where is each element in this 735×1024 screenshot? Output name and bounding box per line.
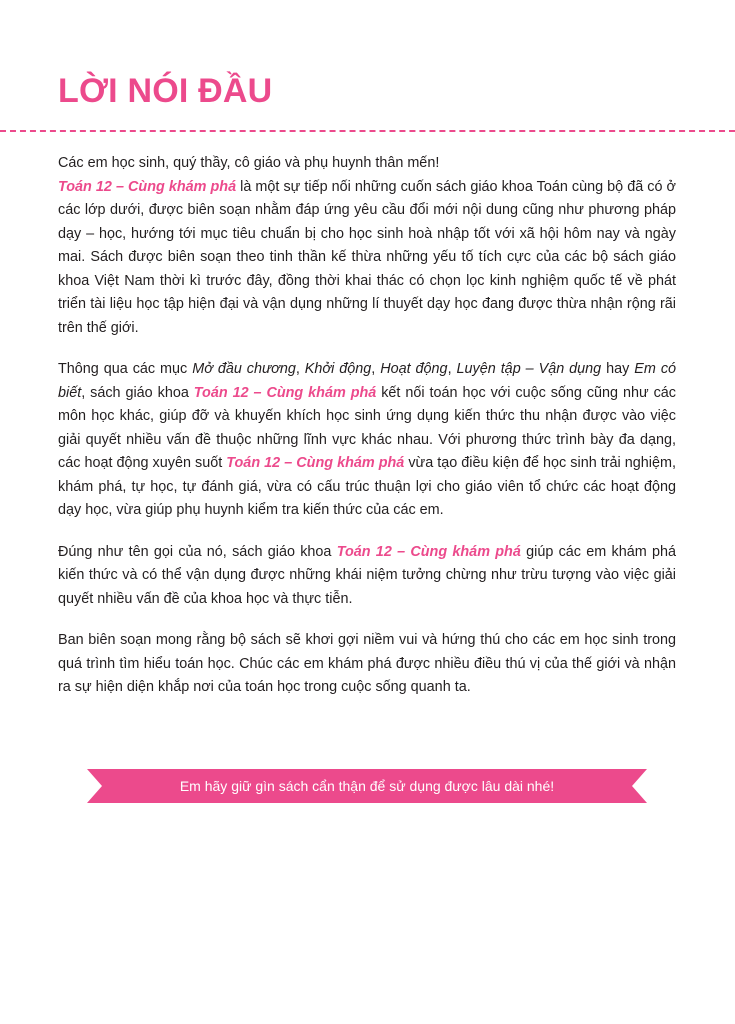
separator: , [295, 361, 305, 377]
section-name-em-co-biet: Em có biết [58, 361, 677, 401]
paragraph-1 [58, 176, 676, 341]
paragraph-3-start: Đúng như tên gọi của nó, sách giáo khoa [58, 543, 337, 560]
paragraph-2-join: hay [601, 361, 635, 377]
paragraph-1-text: là một sự tiếp nối những cuốn sách giáo khoa Toán cùng bộ đã có ở các lớp dưới, được biên soạn nhằm đáp ứng yêu cầu đổi mới nội dung cũng như phương pháp dạy – học, hướng tới mục tiêu chuẩn bị cho học sinh hoà nhập tốt với xã hội hôm nay và ngày mai. Sách được biên soạn theo tinh thần kế thừa những yếu tố tích cực của các bộ sách giáo khoa Việt Nam thời kì trước đây, đồng thời khai thác có chọn lọc kinh nghiệm quốc tế về phát triển tài liệu học tập hiện đại và vận dụng những lí thuyết dạy học đang được thừa nhận rộng rãi trên thế giới. [58, 178, 676, 336]
book-title-highlight: Toán 12 – Cùng khám phá [336, 543, 521, 560]
greeting: Các em học sinh, quý thầy, cô giáo và phụ huynh thân mến! [58, 155, 440, 171]
section-name-mo-dau-chuong: Mở đầu chương [192, 361, 296, 377]
reminder-ribbon [87, 769, 647, 803]
paragraph-2-join-2: , sách giáo khoa [81, 384, 194, 401]
separator: , [447, 361, 457, 377]
section-name-hoat-dong: Hoạt động [380, 361, 448, 377]
paragraph-2-end: vừa tạo điều kiện để học sinh trải nghiệm, khám phá, tự học, tự đánh giá, vừa có cấu trúc thuận lợi cho giáo viên tổ chức các hoạt động dạy học, vừa giúp phụ huynh kiểm tra kiến thức của các em. [58, 455, 676, 518]
paragraph-3 [58, 541, 676, 612]
book-title-highlight: Toán 12 – Cùng khám phá [58, 178, 237, 195]
ribbon-text: Em hãy giữ gìn sách cẩn thận để sử dụng được lâu dài nhé! [179, 778, 555, 794]
paragraph-3-end: giúp các em khám phá kiến thức và có thể vận dụng được những khái niệm tưởng chừng như trừu tượng vào việc giải quyết nhiều vấn đề của khoa học và thực tiễn. [58, 543, 676, 607]
dashed-divider [0, 130, 735, 132]
separator: , [371, 361, 381, 377]
section-name-luyen-tap: Luyện tập – Vận dụng [456, 361, 602, 377]
paragraph-2-text: kết nối toán học với cuộc sống cũng như các môn học khác, giúp đỡ và khuyến khích học sinh ứng dụng kiến thức thu nhận được vào việc giải quyết nhiều vấn đề thuộc những lĩnh vực khác nhau. Với phương thức trình bày đa dạng, các hoạt động xuyên suốt [58, 384, 676, 471]
paragraph-2-intro: Thông qua các mục [58, 361, 193, 377]
paragraph-2 [58, 358, 676, 523]
book-title-highlight: Toán 12 – Cùng khám phá [226, 455, 405, 471]
section-name-khoi-dong: Khởi động [304, 361, 372, 377]
book-title-highlight: Toán 12 – Cùng khám phá [193, 384, 377, 401]
paragraph-4: Ban biên soạn mong rằng bộ sách sẽ khơi gợi niềm vui và hứng thú cho các em học sinh trong quá trình tìm hiểu toán học. Chúc các em khám phá được nhiều điều thú vị của thế giới và nhận ra sự hiện diện khắp nơi của toán học trong cuộc sống quanh ta. [58, 632, 676, 695]
preface-body [58, 152, 676, 700]
page-title: LỜI NÓI ĐẦU [58, 72, 273, 110]
